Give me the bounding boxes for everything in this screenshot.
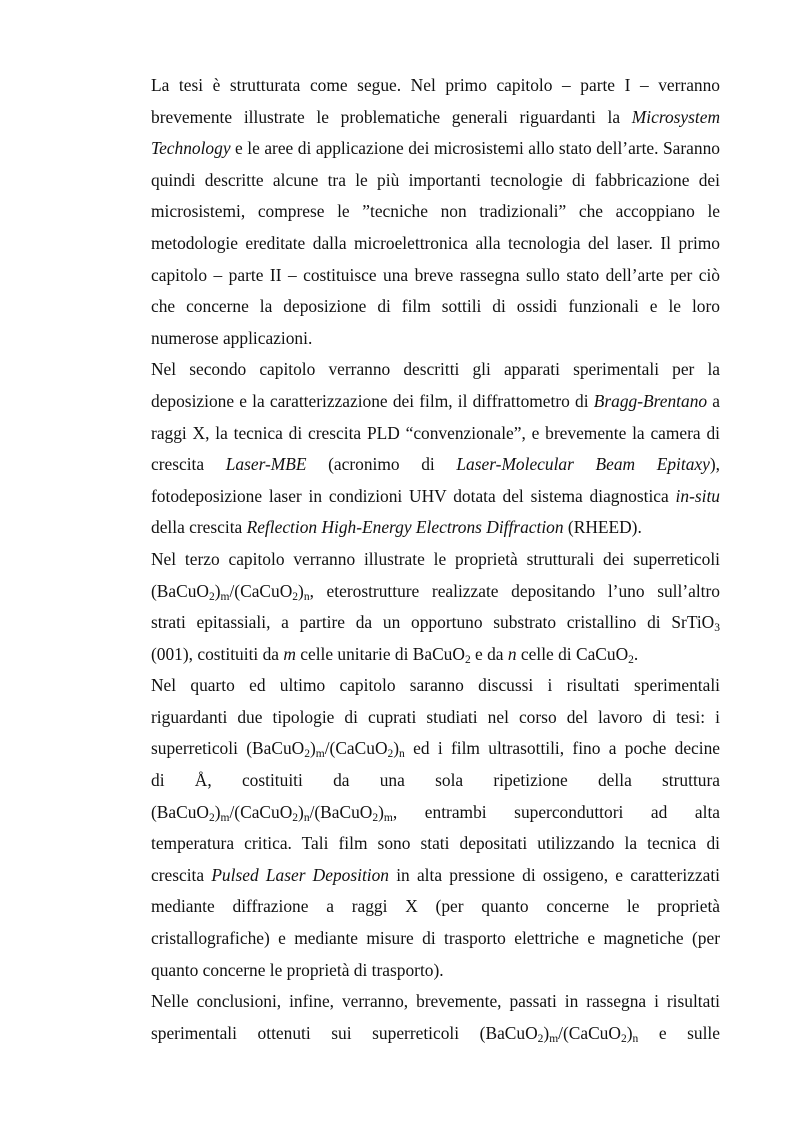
text-run: ) — [626, 1022, 633, 1043]
subscript: 3 — [714, 622, 720, 635]
text-run: ) — [393, 738, 400, 759]
text-run: superreticoli (BaCuO — [151, 738, 305, 759]
text-run: /(CaCuO — [229, 801, 293, 822]
text-line — [151, 828, 720, 860]
italic-text: Pulsed Laser Deposition — [211, 864, 389, 885]
text-run: ), — [709, 454, 720, 475]
text-line — [151, 1018, 720, 1050]
subscript: 2 — [208, 811, 215, 824]
text-run: ed i film ultrasottili, fino a poche decine — [404, 738, 720, 759]
text-line — [151, 418, 720, 450]
text-run: crescita — [151, 454, 226, 475]
text-run: ) — [214, 801, 221, 822]
text-run: (BaCuO — [151, 801, 209, 822]
italic-text: Microsystem — [631, 106, 720, 127]
subscript: n — [303, 590, 310, 603]
text-run: ) — [543, 1022, 550, 1043]
text-run: /(CaCuO — [229, 580, 293, 601]
text-line — [151, 765, 720, 797]
text-run: mediante diffrazione a raggi X (per quanto concerne le proprietà — [151, 896, 720, 917]
text-line — [151, 923, 720, 955]
text-run: in alta pressione di ossigeno, e caratterizzati — [389, 864, 720, 885]
text-run: ) — [298, 801, 304, 822]
text-run: Nel quarto ed ultimo capitolo saranno discussi i risultati sperimentali — [151, 675, 720, 696]
subscript: 2 — [537, 1032, 544, 1045]
text-run: sperimentali ottenuti sui superreticoli (BaCuO — [151, 1022, 538, 1043]
text-run: ) — [214, 580, 221, 601]
text-run: ) — [378, 801, 384, 822]
text-run: numerose applicazioni. — [151, 327, 313, 348]
subscript: 2 — [304, 748, 310, 761]
text-run: celle di CaCuO — [516, 643, 629, 664]
document-page — [151, 70, 720, 1049]
text-run: (BaCuO — [151, 580, 209, 601]
text-line — [151, 133, 720, 165]
text-run: Nel secondo capitolo verranno descritti gli apparati sperimentali per la — [151, 359, 720, 380]
subscript: 2 — [628, 653, 634, 666]
text-line — [151, 228, 720, 260]
text-run: /(CaCuO — [324, 738, 388, 759]
text-run: raggi X, la tecnica di crescita PLD “convenzionale”, e brevemente la camera di — [151, 422, 720, 443]
text-run: Nel terzo capitolo verranno illustrate le proprietà strutturali dei superreticoli — [151, 548, 720, 569]
text-run: (RHEED). — [563, 517, 642, 538]
subscript: 2 — [292, 590, 299, 603]
text-line — [151, 70, 720, 102]
text-line — [151, 797, 720, 829]
text-line — [151, 512, 720, 544]
text-run: , entrambi superconduttori ad alta — [392, 801, 720, 822]
text-run: (001), costituiti da — [151, 643, 284, 664]
text-line — [151, 386, 720, 418]
italic-text: Bragg-Brentano — [593, 390, 708, 411]
text-line — [151, 354, 720, 386]
text-run: quanto concerne le proprietà di trasporto). — [151, 959, 444, 980]
italic-text: m — [283, 643, 296, 664]
text-line — [151, 860, 720, 892]
document-body — [151, 70, 720, 1049]
text-run: ) — [309, 738, 316, 759]
text-run: /(CaCuO — [558, 1022, 621, 1043]
text-run: a — [707, 390, 720, 411]
text-line — [151, 986, 720, 1018]
text-line — [151, 607, 720, 639]
subscript: m — [315, 748, 325, 761]
text-run: ) — [298, 580, 304, 601]
text-run: capitolo – parte II – costituisce una breve rassegna sullo stato dell’arte per ciò — [151, 264, 720, 285]
text-line — [151, 702, 720, 734]
subscript: m — [220, 811, 230, 824]
subscript: 2 — [372, 811, 379, 824]
subscript: 2 — [620, 1032, 627, 1045]
subscript: n — [399, 748, 405, 761]
subscript: 2 — [387, 748, 394, 761]
subscript: 2 — [208, 590, 215, 603]
text-line — [151, 639, 720, 671]
italic-text: n — [507, 643, 517, 664]
text-line — [151, 670, 720, 702]
text-run: fotodeposizione laser in condizioni UHV dotata del sistema diagnostica — [151, 485, 676, 506]
text-line — [151, 260, 720, 292]
text-run: /(BaCuO — [309, 801, 373, 822]
text-run: , eterostrutture realizzate depositando l’uno sull’altro — [309, 580, 720, 601]
text-run: e da — [470, 643, 508, 664]
italic-text: in-situ — [675, 485, 720, 506]
text-run: (acronimo di — [306, 454, 457, 475]
subscript: m — [549, 1032, 559, 1045]
text-line — [151, 955, 720, 987]
subscript: n — [632, 1032, 639, 1045]
subscript: 2 — [292, 811, 299, 824]
text-run: della crescita — [151, 517, 247, 538]
text-run: strati epitassiali, a partire da un opportuno substrato cristallino di SrTiO — [151, 612, 715, 633]
text-run: temperatura critica. Tali film sono stati depositati utilizzando la tecnica di — [151, 833, 720, 854]
text-line — [151, 544, 720, 576]
text-line — [151, 291, 720, 323]
text-run: Nelle conclusioni, infine, verranno, brevemente, passati in rassegna i risultati — [151, 991, 720, 1012]
italic-text: Laser-MBE — [225, 454, 307, 475]
subscript: n — [303, 811, 310, 824]
italic-text: Technology — [151, 138, 231, 159]
text-run: e sulle — [638, 1022, 720, 1043]
subscript: m — [220, 590, 230, 603]
text-line — [151, 576, 720, 608]
text-line — [151, 891, 720, 923]
text-line — [151, 323, 720, 355]
text-run: . — [633, 643, 639, 664]
text-line — [151, 733, 720, 765]
text-run: metodologie ereditate dalla microelettronica alla tecnologia del laser. Il primo — [151, 232, 720, 253]
text-run: crescita — [151, 864, 212, 885]
text-run: deposizione e la caratterizzazione dei film, il diffrattometro di — [151, 390, 594, 411]
italic-text: Laser-Molecular Beam Epitaxy — [456, 454, 710, 475]
text-line — [151, 165, 720, 197]
subscript: 2 — [464, 653, 471, 666]
subscript: m — [383, 811, 393, 824]
text-line — [151, 481, 720, 513]
text-run: quindi descritte alcune tra le più importanti tecnologie di fabbricazione dei — [151, 169, 720, 190]
text-run: microsistemi, comprese le ”tecniche non tradizionali” che accoppiano le — [151, 201, 720, 222]
text-line — [151, 196, 720, 228]
text-line — [151, 449, 720, 481]
text-line — [151, 102, 720, 134]
text-run: e le aree di applicazione dei microsistemi allo stato dell’arte. Saranno — [230, 138, 720, 159]
text-run: cristallografiche) e mediante misure di trasporto elettriche e magnetiche (per — [151, 928, 720, 949]
text-run: celle unitarie di BaCuO — [295, 643, 465, 664]
text-run: La tesi è strutturata come segue. Nel primo capitolo – parte I – verranno — [151, 75, 720, 95]
italic-text: Reflection High-Energy Electrons Diffraction — [246, 517, 564, 538]
text-run: brevemente illustrate le problematiche generali riguardanti la — [151, 106, 632, 127]
text-run: di Å, costituiti da una sola ripetizione della struttura — [151, 770, 720, 791]
text-run: che concerne la deposizione di film sottili di ossidi funzionali e le loro — [151, 296, 720, 317]
text-run: riguardanti due tipologie di cuprati studiati nel corso del lavoro di tesi: i — [151, 706, 720, 727]
